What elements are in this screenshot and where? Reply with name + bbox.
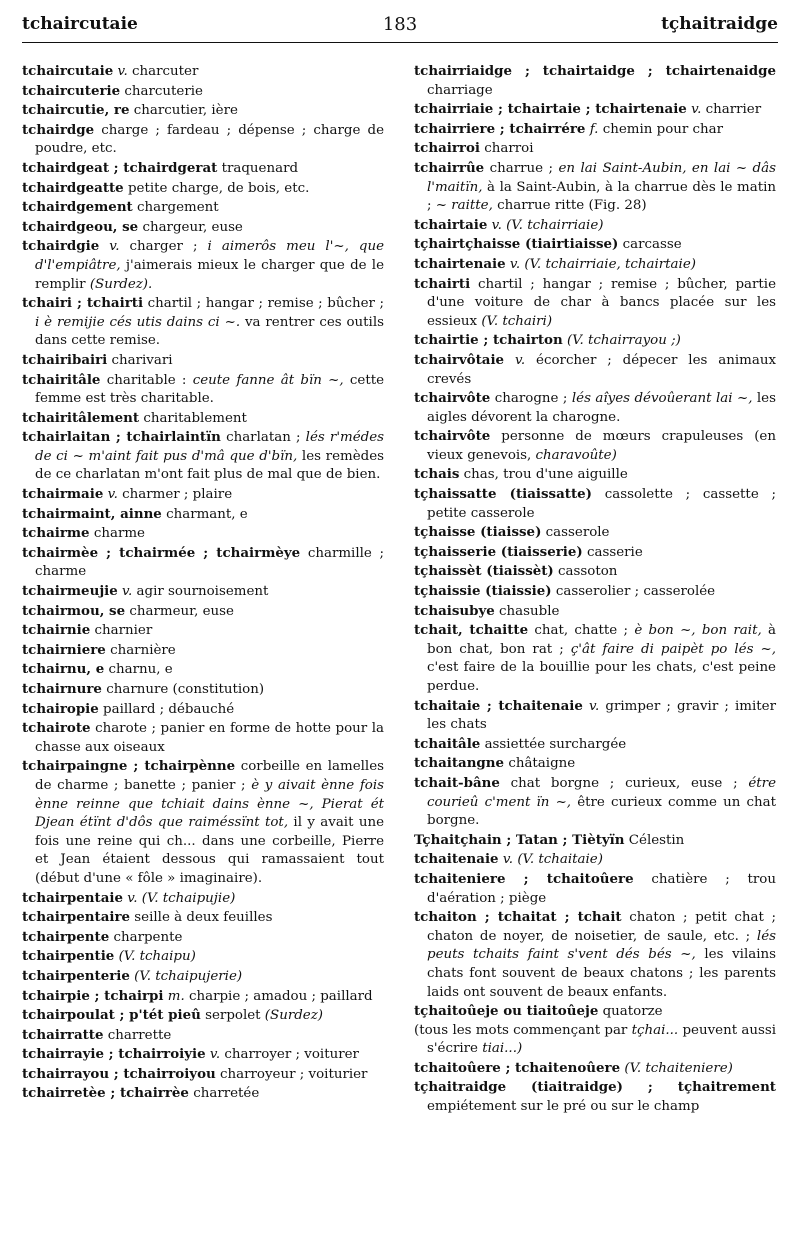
- italic-text: v. (V. tchaitaie): [502, 852, 603, 868]
- dictionary-entry: [22, 294, 384, 351]
- entry-text: cette femme est très charitable.: [35, 372, 385, 407]
- entry-text: châtaigne: [504, 756, 576, 772]
- dictionary-entry: [22, 1084, 384, 1104]
- headword: tchairvôtaie: [414, 351, 505, 368]
- entry-text: écorcher ; dépecer les animaux crevés: [427, 352, 776, 387]
- entry-text: charcutier, ière: [129, 103, 238, 119]
- dictionary-entry: [22, 544, 384, 582]
- dictionary-entry: [414, 735, 776, 755]
- entry-text: charcuter: [127, 64, 199, 79]
- entry-text: charpie ; amadou ; paillard: [184, 988, 373, 1004]
- entry-text: charmeur, euse: [125, 603, 234, 619]
- headword: tçhairtçhaisse (tiairtiaisse): [414, 236, 619, 253]
- entry-text: charretée: [188, 1086, 260, 1102]
- dictionary-entry: [22, 928, 384, 948]
- headword: tçhaisserie (tiaisserie): [414, 543, 583, 560]
- headword: tchaiteniere ; tchaitoûere: [414, 870, 634, 887]
- headword: tchaircutie, re: [22, 102, 130, 119]
- entry-text: (tous les mots commençant par: [414, 1022, 632, 1038]
- dictionary-entry: [22, 121, 384, 159]
- headword: tchairi ; tchairti: [22, 295, 144, 312]
- entry-text: casserole: [541, 525, 610, 541]
- headword: tchairti: [414, 275, 471, 292]
- dictionary-entry: [22, 101, 384, 121]
- entry-text: chemin pour char: [598, 121, 724, 137]
- dictionary-entry: [414, 543, 776, 563]
- entry-text: chat borgne ; curieux, euse ;: [499, 775, 749, 791]
- header-rule: [22, 42, 778, 43]
- dictionary-entry: [22, 237, 384, 294]
- page-number: 183: [382, 14, 418, 35]
- dictionary-entry: [414, 1002, 776, 1022]
- dictionary-entry: [414, 754, 776, 774]
- italic-text: v.: [589, 698, 600, 714]
- entry-text: chargeur, euse: [138, 219, 243, 235]
- right-column: [414, 62, 776, 1117]
- headword: tchaitoûere ; tchaitenoûere: [414, 1059, 621, 1076]
- headword: tchairmaint, ainne: [22, 505, 162, 522]
- headword: tchairriere ; tchairrére: [414, 120, 586, 137]
- headword: tchairpaingne ; tchairpènne: [22, 758, 236, 775]
- headword: tchairvôte: [414, 428, 491, 445]
- entry-text: charrier: [701, 102, 762, 118]
- headword: tchairpentaire: [22, 909, 131, 926]
- italic-text: v.: [122, 584, 133, 600]
- entry-text: [99, 239, 109, 254]
- italic-text: (V. tchaiteniere): [624, 1060, 733, 1076]
- headword: tchairrûe: [414, 159, 485, 176]
- entry-text: personne de mœurs crapuleuses (en vieux genevois,: [427, 429, 776, 463]
- dictionary-entry: [414, 235, 776, 255]
- entry-text: charrue ;: [484, 160, 559, 176]
- entry-text: charrette: [103, 1027, 172, 1043]
- entry-text: charroi: [479, 141, 534, 157]
- dictionary-entry: [22, 218, 384, 238]
- italic-text: v.: [209, 1047, 221, 1063]
- dictionary-entry: [414, 1059, 776, 1079]
- entry-text: assiettée surchargée: [480, 736, 627, 752]
- headword: tchairtenaie: [414, 255, 506, 272]
- italic-text: è bon ~, bon rait,: [634, 623, 762, 639]
- headword: tchaitenaie: [414, 851, 499, 868]
- entry-text: charmer ; plaire: [117, 487, 233, 503]
- entry-text: cassoton: [553, 564, 618, 580]
- entry-text: charlatan ;: [220, 430, 306, 446]
- italic-text: (Surdez).: [89, 276, 153, 292]
- italic-text: i aimerôs meu l'~, que d'l'empiâtre,: [35, 239, 385, 273]
- entry-text: charnure (constitution): [101, 682, 265, 697]
- dictionary-entry: [414, 774, 776, 831]
- headword: tchairdgement: [22, 199, 133, 216]
- entry-text: agir sournoisement: [132, 584, 269, 600]
- dictionary-entry: [22, 179, 384, 199]
- headword: tchaisubye: [414, 602, 495, 619]
- dictionary-entry: [414, 100, 776, 120]
- headword: tchairpoulat ; p'tét pieû: [22, 1007, 201, 1024]
- dictionary-entry: [414, 465, 776, 485]
- entry-text: chargement: [132, 200, 219, 216]
- italic-text: i è remijie cés utis dains ci ~.: [35, 314, 241, 330]
- headword: tchairlaitan ; tchairlaintïn: [22, 429, 221, 446]
- italic-text: (V. tchaipujerie): [134, 968, 243, 984]
- headword: Tçhaitçhain ; Tatan ; Tiètyïn: [414, 831, 625, 848]
- dictionary-entry: [414, 582, 776, 602]
- left-column: [22, 62, 384, 1104]
- headword: tchairrayie ; tchairroiyie: [22, 1046, 206, 1063]
- headword: tchairmèe ; tchairmée ; tchairmèye: [22, 544, 301, 561]
- entry-text: seille à deux feuilles: [130, 910, 273, 926]
- entry-text: il y avait une fois une reine qui ch... dans une corbeille, Pierre et Jean étaient dessous qui ramassaient tout (début d'une « fôle » imaginaire).: [35, 815, 384, 886]
- headword: tchairniere: [22, 641, 106, 658]
- italic-text: v. (V. tchairriaie, tchairtaie): [509, 256, 696, 272]
- entry-text: corbeille en lamelles de charme ; banette ; panier ;: [35, 759, 384, 793]
- dictionary-entry: [22, 409, 384, 429]
- headword: tchairme: [22, 525, 90, 542]
- entry-text: casserie: [582, 544, 643, 560]
- entry-text: traquenard: [217, 160, 299, 176]
- entry-text: casserolier ; casserolée: [551, 584, 716, 600]
- dictionary-entry: [22, 967, 384, 987]
- dictionary-entry: [22, 371, 384, 409]
- dictionary-entry: [22, 582, 384, 602]
- entry-text: Célestin: [624, 832, 685, 848]
- entry-text: petite charge, de bois, etc.: [123, 180, 310, 196]
- dictionary-entry: [22, 757, 384, 888]
- dictionary-entry: [414, 1078, 776, 1116]
- dictionary-entry: [414, 831, 776, 851]
- headword: tchairdgeou, se: [22, 218, 139, 235]
- dictionary-entry: [414, 850, 776, 870]
- dictionary-entry: [414, 389, 776, 427]
- dictionary-entry: [22, 524, 384, 544]
- dictionary-entry: [414, 275, 776, 332]
- dictionary-entry: [414, 216, 776, 236]
- headword: tchairibairi: [22, 351, 108, 368]
- headword: tçhaissie (tiaissie): [414, 583, 552, 600]
- headword: tchairpenterie: [22, 967, 130, 984]
- dictionary-entry: [414, 485, 776, 523]
- dictionary-entry: [22, 485, 384, 505]
- headword: tchairmeujie: [22, 583, 118, 600]
- dictionary-entry: [22, 700, 384, 720]
- entry-text: cassolette ; cassette ; petite casserole: [427, 487, 776, 521]
- headword: tchais: [414, 466, 460, 483]
- dictionary-entry: [22, 82, 384, 102]
- headword: tchairdgeat ; tchairdgerat: [22, 159, 218, 176]
- headword: tchairitâle: [22, 371, 101, 388]
- entry-text: charote ; panier en forme de hotte pour la chasse aux oiseaux: [35, 721, 384, 755]
- dictionary-entry: [414, 427, 776, 465]
- headword: tchait, tchaitte: [414, 622, 529, 639]
- headword: tchairpentaie: [22, 889, 123, 906]
- italic-text: tiai...): [482, 1041, 523, 1057]
- entry-text: charcuterie: [120, 83, 203, 99]
- headword: tçhaissèt (tiaissèt): [414, 563, 554, 580]
- dictionary-entry: [22, 908, 384, 928]
- italic-text: lés r'médes de ci ~ m'aint fait pus d'mâ que d'bïn,: [35, 430, 384, 464]
- headword: tçhaisse (tiaisse): [414, 524, 542, 541]
- headword: tçhaissatte (tiaissatte): [414, 486, 592, 503]
- entry-text: les aigles dévorent la charogne.: [427, 391, 776, 425]
- dictionary-entry: [414, 1022, 776, 1059]
- headword: tchairmaie: [22, 486, 104, 503]
- dictionary-entry: [22, 719, 384, 757]
- entry-text: [504, 353, 515, 368]
- italic-text: (V. tchairrayou ;): [566, 333, 681, 349]
- running-head-left: tchaircutaie: [22, 14, 138, 34]
- headword: tchairnu, e: [22, 661, 105, 678]
- italic-text: f.: [589, 121, 599, 137]
- italic-text: (Surdez): [264, 1008, 323, 1024]
- italic-text: étre courieû c'ment ïn ~,: [427, 775, 776, 810]
- page-header: [22, 14, 778, 42]
- entry-text: chat, chatte ;: [528, 623, 635, 639]
- dictionary-entry: [414, 621, 776, 696]
- entry-text: être curieux comme un chat borgne.: [427, 794, 776, 829]
- entry-text: les remèdes de ce charlatan m'ont fait plus de mal que de bien.: [35, 448, 384, 483]
- entry-text: serpolet: [200, 1008, 265, 1024]
- italic-text: ~ raitte,: [435, 198, 493, 214]
- entry-text: charmant, e: [161, 506, 248, 522]
- headword: tchairtaie: [414, 216, 488, 233]
- headword: tchairmou, se: [22, 602, 126, 619]
- headword: tchairpie ; tchairpi: [22, 987, 164, 1004]
- headword: tchairopie: [22, 700, 99, 717]
- italic-text: v. (V. tchairriaie): [491, 217, 604, 233]
- headword: tchairdgie: [22, 238, 100, 255]
- dictionary-entry: [414, 697, 776, 735]
- dictionary-entry: [22, 1045, 384, 1065]
- entry-text: charivari: [107, 352, 173, 368]
- dictionary-entry: [414, 159, 776, 216]
- dictionary-entry: [414, 523, 776, 543]
- entry-text: grimper ; gravir ; imiter les chats: [427, 698, 776, 733]
- headword: tchairpentie: [22, 948, 115, 965]
- italic-text: v. (V. tchaipujie): [127, 890, 236, 906]
- italic-text: v.: [514, 352, 526, 368]
- dictionary-entry: [414, 139, 776, 159]
- headword: tchairdgeatte: [22, 179, 124, 196]
- headword: tchairnie: [22, 622, 91, 639]
- dictionary-entry: [22, 351, 384, 371]
- italic-text: v.: [117, 64, 128, 79]
- headword: tchairriaie ; tchairtaie ; tchairtenaie: [414, 101, 687, 118]
- dictionary-entry: [414, 331, 776, 351]
- italic-text: en lai Saint-Aubin, en lai ~ dâs l'maitïn,: [427, 160, 776, 195]
- italic-text: è y aivait ènne fois ènne reinne que tchiait dains ènne ~, Pierat ét Djean étïnt d'dôs que raiméssïnt tot,: [35, 777, 384, 831]
- headword: tchairtie ; tchairton: [414, 332, 563, 349]
- italic-text: (V. tchaipu): [118, 949, 196, 965]
- entry-text: charroyeur ; voiturier: [215, 1066, 368, 1082]
- entry-text: chartil ; hangar ; remise ; bûcher ;: [143, 296, 384, 312]
- entry-text: les vilains chats font souvent de beaux chatons ; les parents laids ont souvent de beaux enfants.: [427, 947, 776, 1000]
- dictionary-entry: [414, 62, 776, 100]
- italic-text: m.: [167, 988, 185, 1004]
- entry-text: charrue ritte (Fig. 28): [492, 198, 647, 214]
- entry-text: empiétement sur le pré ou sur le champ: [427, 1099, 700, 1115]
- dictionary-entry: [414, 120, 776, 140]
- dictionary-entry: [22, 641, 384, 661]
- headword: tchaitâle: [414, 735, 481, 752]
- headword: tçhaitraidge (tiaitraidge) ; tçhaitrement: [414, 1079, 776, 1096]
- italic-text: lés aîyes dévoûerant lai ~,: [571, 391, 753, 407]
- running-head-right: tçhaitraidge: [661, 14, 778, 34]
- italic-text: ç'ât faire di paipèt po lés ~,: [570, 641, 776, 657]
- dictionary-entry: [22, 505, 384, 525]
- headword: tchairroi: [414, 140, 480, 157]
- dictionary-entry: [22, 159, 384, 179]
- italic-text: v.: [691, 102, 702, 118]
- headword: tchaitangne: [414, 755, 505, 772]
- headword: tchairdge: [22, 121, 95, 138]
- headword: tchaitaie ; tchaitenaie: [414, 697, 583, 714]
- headword: tchairrayou ; tchairroiyou: [22, 1065, 216, 1082]
- dictionary-entry: [22, 1065, 384, 1085]
- dictionary-entry: [414, 602, 776, 622]
- entry-text: chas, trou d'une aiguille: [459, 467, 628, 483]
- entry-text: c'est faire de la bouillie pour les chats, c'est peine perdue.: [427, 660, 776, 694]
- headword: tchaiton ; tchaitat ; tchait: [414, 909, 622, 926]
- headword: tchaircuterie: [22, 82, 121, 99]
- entry-text: chatière ; trou d'aération ; piège: [427, 871, 776, 906]
- headword: tchait-bâne: [414, 774, 500, 791]
- entry-text: carcasse: [618, 237, 682, 253]
- headword: tchairriaidge ; tchairtaidge ; tchairtenaidge: [414, 63, 776, 79]
- entry-text: charriage: [427, 82, 493, 98]
- entry-text: charmille ; charme: [35, 545, 384, 580]
- dictionary-entry: [22, 680, 384, 700]
- headword: tchairnure: [22, 681, 102, 697]
- entry-text: charger ;: [119, 239, 208, 255]
- dictionary-entry: [414, 351, 776, 389]
- entry-text: charogne ;: [490, 391, 572, 407]
- headword: tchairretèe ; tchairrèe: [22, 1085, 189, 1102]
- entry-text: chasuble: [494, 603, 560, 619]
- entry-text: charme: [89, 526, 145, 542]
- dictionary-entry: [22, 987, 384, 1007]
- dictionary-entry: [22, 602, 384, 622]
- headword: tchairvôte: [414, 390, 491, 407]
- entry-text: chartil ; hangar ; remise ; bûcher, partie d'une voiture de char à bancs placée sur les essieux: [427, 276, 776, 329]
- dictionary-entry: [22, 660, 384, 680]
- headword: tchairratte: [22, 1026, 104, 1043]
- dictionary-entry: [414, 870, 776, 908]
- headword: tchairote: [22, 720, 91, 737]
- italic-text: (V. tchairi): [481, 313, 553, 329]
- entry-text: charitablement: [139, 410, 247, 426]
- headword: tchairitâlement: [22, 409, 140, 426]
- dictionary-entry: [22, 428, 384, 485]
- dictionary-entry: [22, 947, 384, 967]
- entry-text: à bon chat, bon rat ;: [427, 623, 776, 657]
- entry-text: va rentrer ces outils dans cette remise.: [35, 314, 384, 349]
- headword: tchairpente: [22, 928, 110, 945]
- dictionary-entry: [414, 562, 776, 582]
- dictionary-entry: [22, 889, 384, 909]
- entry-text: quatorze: [598, 1004, 663, 1020]
- italic-text: v.: [107, 487, 118, 503]
- entry-text: charge ; fardeau ; dépense ; charge de poudre, etc.: [35, 122, 384, 157]
- italic-text: tçhai...: [631, 1022, 679, 1038]
- entry-text: j'aimerais mieux le charger que de le remplir: [35, 257, 384, 292]
- dictionary-entry: [22, 1006, 384, 1026]
- dictionary-entry: [22, 621, 384, 641]
- dictionary-entry: [414, 255, 776, 275]
- entry-text: charroyer ; voiturer: [220, 1047, 359, 1063]
- entry-text: chaton ; petit chat ; chaton de noyer, de noisetier, de saule, etc. ;: [427, 910, 776, 944]
- italic-text: v.: [109, 239, 120, 255]
- dictionary-entry: [22, 62, 384, 82]
- headword: tchaircutaie: [22, 63, 114, 79]
- italic-text: ceute fanne ât bïn ~,: [192, 372, 344, 388]
- entry-text: charnu, e: [104, 662, 173, 678]
- italic-text: charavoûte): [535, 447, 617, 463]
- entry-text: charnier: [90, 623, 153, 639]
- dictionary-entry: [22, 198, 384, 218]
- entry-text: charitable :: [100, 372, 193, 388]
- dictionary-entry: [22, 1026, 384, 1046]
- dictionary-entry: [414, 908, 776, 1002]
- entry-text: paillard ; débauché: [98, 701, 235, 717]
- italic-text: lés peuts tchaits faint s'vent dés bés ~,: [427, 928, 776, 963]
- entry-text: peuvent aussi s'écrire: [427, 1022, 776, 1057]
- entry-text: charpente: [109, 929, 183, 945]
- entry-text: charnière: [105, 642, 176, 658]
- headword: tçhaitoûeje ou tiaitoûeje: [414, 1003, 599, 1020]
- entry-text: à la Saint-Aubin, à la charrue dès le matin ;: [427, 179, 776, 214]
